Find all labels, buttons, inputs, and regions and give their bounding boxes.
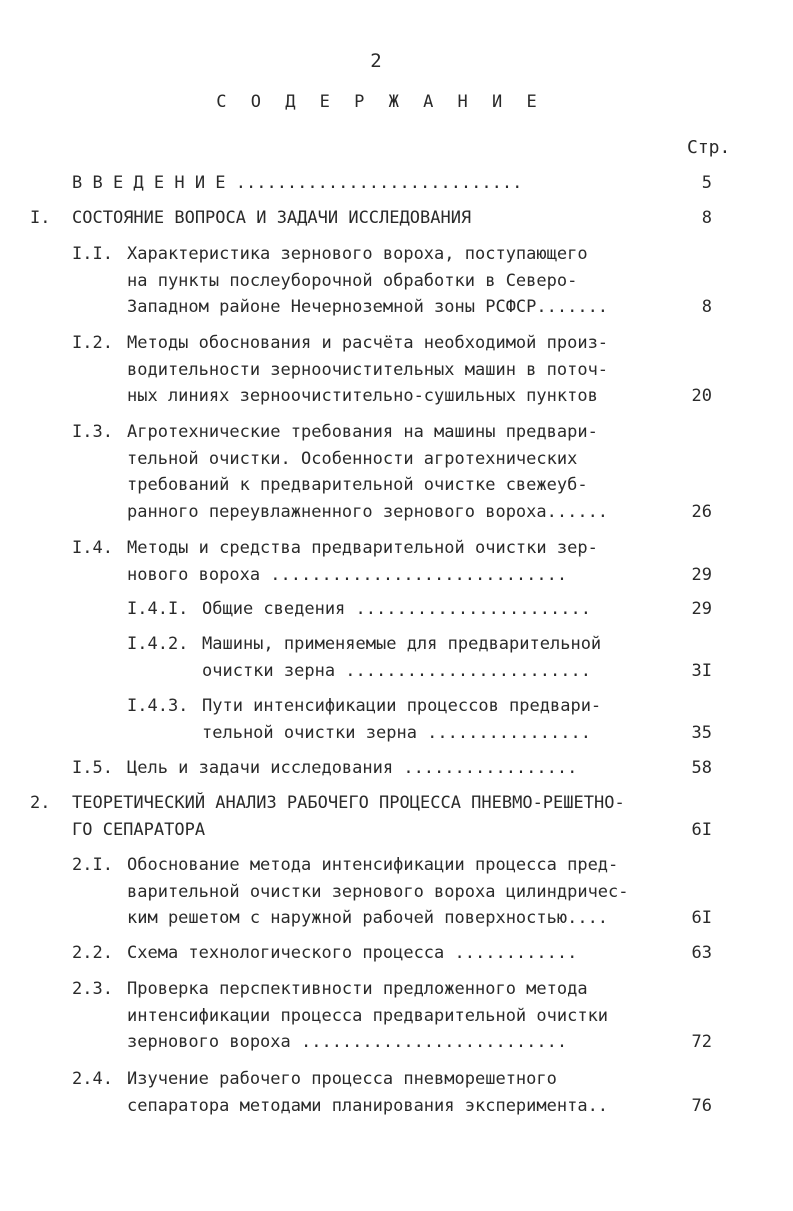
toc-entry-line: тельной очистки зерна ................ <box>202 722 591 743</box>
toc-entry-line: В В Е Д Е Н И Е ............................ <box>72 173 523 193</box>
toc-entry-text <box>72 170 522 197</box>
toc-entry-page: 20 <box>691 386 712 406</box>
toc-entry-line: варительной очистки зернового вороха цилиндричес- <box>127 881 629 902</box>
toc-entry-line: Методы обоснования и расчёта необходимой произ- <box>127 333 609 353</box>
toc-entry-line: требований к предварительной очистке свежеуб- <box>127 475 588 495</box>
toc-entry-number: I.4.3. <box>127 696 189 716</box>
toc-entry-line: Общие сведения ....................... <box>202 599 591 619</box>
toc-entry-text <box>127 419 608 525</box>
toc-entry-page: 6I <box>691 908 712 928</box>
toc-entry-line: Характеристика зернового вороха, поступающего <box>127 244 588 264</box>
toc-entry-line: зернового вороха .......................... <box>127 1032 568 1052</box>
toc-entry-number: I.4.2. <box>127 634 189 654</box>
toc-entry-line: Методы и средства предварительной очистки зер- <box>127 538 598 558</box>
toc-entry-text <box>127 535 598 588</box>
toc-entry-text <box>127 241 608 321</box>
toc-entry-number: 2.3. <box>72 979 113 999</box>
toc-entry-page: 35 <box>691 722 712 743</box>
toc-entry-number: I. <box>30 208 51 228</box>
toc-entry-line: Агротехнические требования на машины предвари- <box>127 422 598 442</box>
toc-entry-number: I.4. <box>72 538 113 558</box>
toc-entry-text <box>127 1066 608 1119</box>
toc-entry-line: Схема технологического процесса ............ <box>127 943 578 963</box>
toc-entry-page: 6I <box>691 819 712 840</box>
toc-entry-number: 2.2. <box>72 943 113 963</box>
toc-entry-line: интенсификации процесса предварительной очистки <box>127 1005 609 1026</box>
toc-entry-line: нового вороха ............................. <box>127 564 568 585</box>
toc-entry-text <box>202 631 601 684</box>
toc-entry-line: ТЕОРЕТИЧЕСКИЙ АНАЛИЗ РАБОЧЕГО ПРОЦЕССА ПНЕВМО-РЕШЕТНО- <box>72 793 625 813</box>
toc-entry-number: I.5. <box>72 758 113 778</box>
toc-entry-line: Обоснование метода интенсификации процесса пред- <box>127 855 619 875</box>
toc-entry-line: ким решетом с наружной рабочей поверхностью.... <box>127 908 609 928</box>
toc-entry-text <box>202 693 601 746</box>
toc-entry-number: 2.4. <box>72 1069 113 1089</box>
toc-entry-page: 29 <box>691 599 712 619</box>
toc-entry-line: Машины, применяемые для предварительной <box>202 634 602 654</box>
toc-entry-line: сепаратора методами планирования эксперимента.. <box>127 1095 609 1116</box>
toc-entry-line: водительности зерноочистительных машин в поточ- <box>127 359 609 380</box>
toc-entry-text <box>127 976 608 1056</box>
toc-entry-line: Пути интенсификации процессов предвари- <box>202 696 602 716</box>
toc-entry-page: 29 <box>691 564 712 585</box>
toc-entry-line: Проверка перспективности предложенного метода <box>127 979 588 999</box>
toc-entry-line: ГО СЕПАРАТОРА <box>72 819 206 840</box>
toc-entry-line: на пункты послеуборочной обработки в Северо- <box>127 270 578 291</box>
toc-entry-line: СОСТОЯНИЕ ВОПРОСА И ЗАДАЧИ ИССЛЕДОВАНИЯ <box>72 208 472 228</box>
toc-entry-page: 76 <box>691 1095 712 1116</box>
toc-entry-line: ных линиях зерноочистительно-сушильных пунктов <box>127 386 598 406</box>
toc-entry-number: I.4.I. <box>127 599 189 619</box>
toc-entry-page: 26 <box>691 501 712 522</box>
toc-entry-text <box>72 790 625 843</box>
toc-entry-text <box>127 330 608 410</box>
toc-entry-line: Западном районе Нечерноземной зоны РСФСР....... <box>127 297 609 317</box>
toc-entry-text <box>127 852 629 932</box>
toc-entry-page: 3I <box>691 660 712 681</box>
toc-entry-page: 72 <box>691 1032 712 1052</box>
toc-entry-page: 58 <box>691 758 712 778</box>
page-number: 2 <box>370 50 382 72</box>
toc-entry-page: 5 <box>701 173 712 193</box>
toc-entry-number: I.I. <box>72 244 113 264</box>
toc-entry-text <box>72 205 471 232</box>
toc-entry-number: I.2. <box>72 333 113 353</box>
toc-entry-line: тельной очистки. Особенности агротехнических <box>127 448 578 469</box>
toc-entry-line: очистки зерна ........................ <box>202 660 591 681</box>
toc-entry-text <box>127 940 577 967</box>
toc-entry-page: 8 <box>701 297 712 317</box>
page-column-label: Стр. <box>687 137 731 158</box>
toc-entry-page: 8 <box>701 208 712 228</box>
toc-entry-line: Цель и задачи исследования ................. <box>127 758 578 778</box>
page-title: С О Д Е Р Ж А Н И Е <box>216 92 544 112</box>
toc-entry-line: ранного переувлажненного зернового вороха...... <box>127 501 609 522</box>
toc-entry-text <box>202 596 591 623</box>
toc-entry-page: 63 <box>691 943 712 963</box>
toc-entry-text <box>127 755 577 782</box>
toc-entry-line: Изучение рабочего процесса пневморешетного <box>127 1069 557 1089</box>
toc-entry-number: 2. <box>30 793 51 813</box>
toc-entry-number: I.3. <box>72 422 113 442</box>
toc-entry-number: 2.I. <box>72 855 113 875</box>
